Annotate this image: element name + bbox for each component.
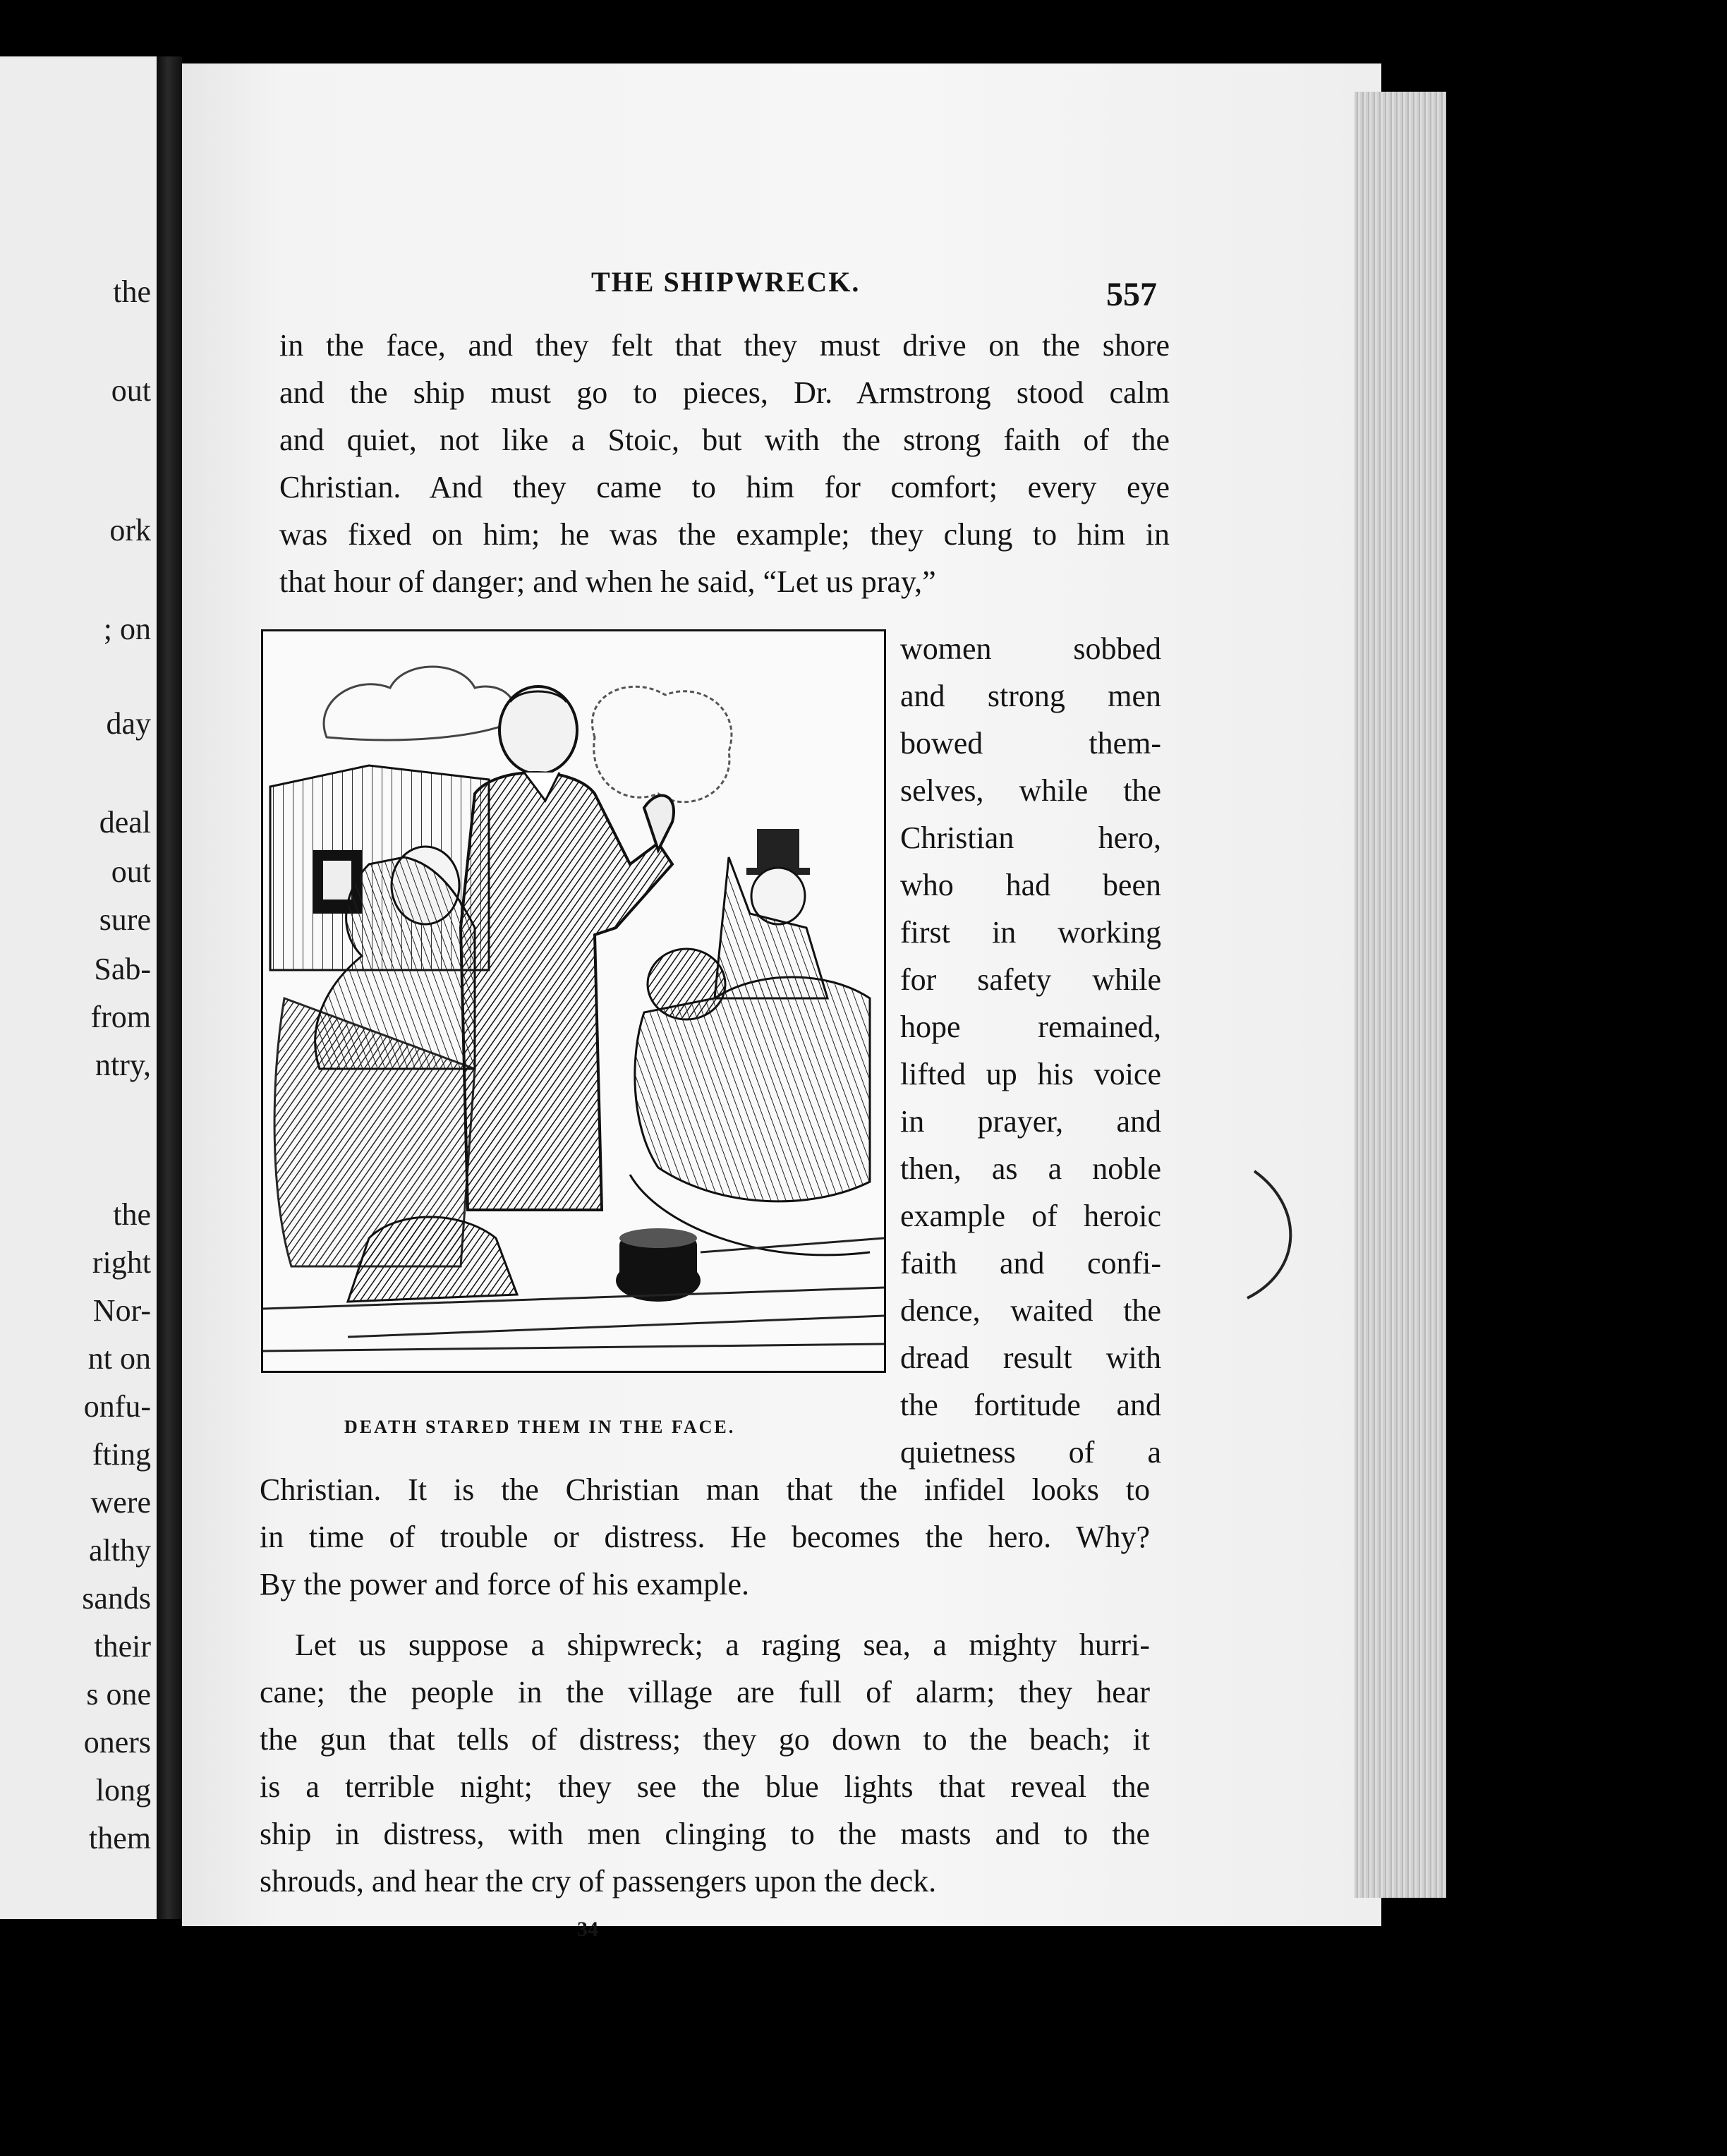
text-line: quietness of a (900, 1435, 1161, 1470)
left-page-line-fragment: fting (92, 1437, 151, 1472)
text-line: dread result with (900, 1340, 1161, 1375)
left-page-line-fragment: Sab- (94, 952, 151, 986)
text-line: that hour of danger; and when he said, “Let us pray,” (279, 564, 936, 599)
left-page-line-fragment: their (94, 1629, 151, 1664)
text-line: Christian. It is the Christian man that the infidel looks to (260, 1472, 1150, 1507)
text-line: in prayer, and (900, 1104, 1161, 1139)
text-line: By the power and force of his example. (260, 1567, 749, 1601)
text-line: Let us suppose a shipwreck; a raging sea, a mighty hurri- (295, 1628, 1150, 1662)
left-page-line-fragment: long (95, 1773, 151, 1807)
left-page-line-fragment: sure (99, 902, 151, 937)
left-page-line-fragment: ntry, (95, 1048, 151, 1082)
page-edges (1355, 92, 1446, 1898)
text-line: shrouds, and hear the cry of passengers upon the deck. (260, 1864, 937, 1898)
left-page-line-fragment: day (106, 706, 151, 741)
left-page-line-fragment: oners (83, 1725, 151, 1760)
praying-figures-engraving (263, 631, 884, 1371)
text-line: then, as a noble (900, 1151, 1161, 1186)
text-line: and strong men (900, 679, 1161, 713)
text-line: is a terrible night; they see the blue lights that reveal the (260, 1769, 1150, 1804)
text-line: the gun that tells of distress; they go down to the beach; it (260, 1722, 1150, 1757)
running-head: THE SHIPWRECK. (591, 266, 861, 298)
text-line: first in working (900, 915, 1161, 950)
left-page-line-fragment: deal (99, 805, 151, 840)
text-line: in the face, and they felt that they must drive on the shore (279, 328, 1170, 363)
book-gutter (157, 56, 182, 1919)
text-line: dence, waited the (900, 1293, 1161, 1328)
left-page-line-fragment: right (92, 1245, 151, 1280)
text-line: who had been (900, 868, 1161, 902)
left-page-line-fragment: from (90, 1000, 151, 1034)
text-line: selves, while the (900, 773, 1161, 808)
left-page-line-fragment: them (89, 1821, 151, 1855)
left-page-line-fragment: the (113, 1197, 151, 1232)
page-number: 557 (1106, 276, 1157, 313)
signature-mark: 34 (577, 1918, 598, 1941)
text-line: bowed them- (900, 726, 1161, 761)
text-line: cane; the people in the village are full of alarm; they hear (260, 1675, 1150, 1709)
left-page-line-fragment: ; on (103, 612, 151, 646)
left-page-line-fragment: sands (82, 1581, 151, 1616)
text-line: and quiet, not like a Stoic, but with the strong faith of the (279, 423, 1170, 457)
text-line: Christian. And they came to him for comfort; every eye (279, 470, 1170, 504)
left-page-line-fragment: nt on (87, 1341, 151, 1376)
left-page-line-fragment: onfu- (83, 1389, 151, 1424)
left-page-line-fragment: out (111, 854, 151, 889)
left-page-line-fragment: althy (89, 1533, 151, 1568)
illustration-caption: DEATH STARED THEM IN THE FACE. (344, 1417, 736, 1437)
left-page-line-fragment: ork (109, 513, 151, 547)
left-page-line-fragment: Nor- (92, 1293, 151, 1328)
left-page-line-fragment: out (111, 373, 151, 408)
text-line: Christian hero, (900, 820, 1161, 855)
text-line: ship in distress, with men clinging to the masts and to the (260, 1817, 1150, 1851)
text-line: lifted up his voice (900, 1057, 1161, 1091)
text-line: and the ship must go to pieces, Dr. Armstrong stood calm (279, 375, 1170, 410)
text-line: the fortitude and (900, 1388, 1161, 1422)
left-page-line-fragment: the (113, 274, 151, 309)
text-line: for safety while (900, 962, 1161, 997)
left-page-line-fragment: s one (86, 1677, 151, 1712)
left-page-line-fragment: were (90, 1485, 151, 1520)
text-line: was fixed on him; he was the example; they clung to him in (279, 517, 1170, 552)
pencil-bracket-mark (1240, 1164, 1304, 1305)
right-page (182, 63, 1381, 1941)
left-facing-page (0, 56, 157, 1919)
engraving-illustration (261, 629, 886, 1373)
text-line: faith and confi- (900, 1246, 1161, 1280)
text-line: in time of trouble or distress. He becomes the hero. Why? (260, 1520, 1150, 1554)
text-line: hope remained, (900, 1010, 1161, 1044)
text-line: example of heroic (900, 1199, 1161, 1233)
text-line: women sobbed (900, 631, 1161, 666)
